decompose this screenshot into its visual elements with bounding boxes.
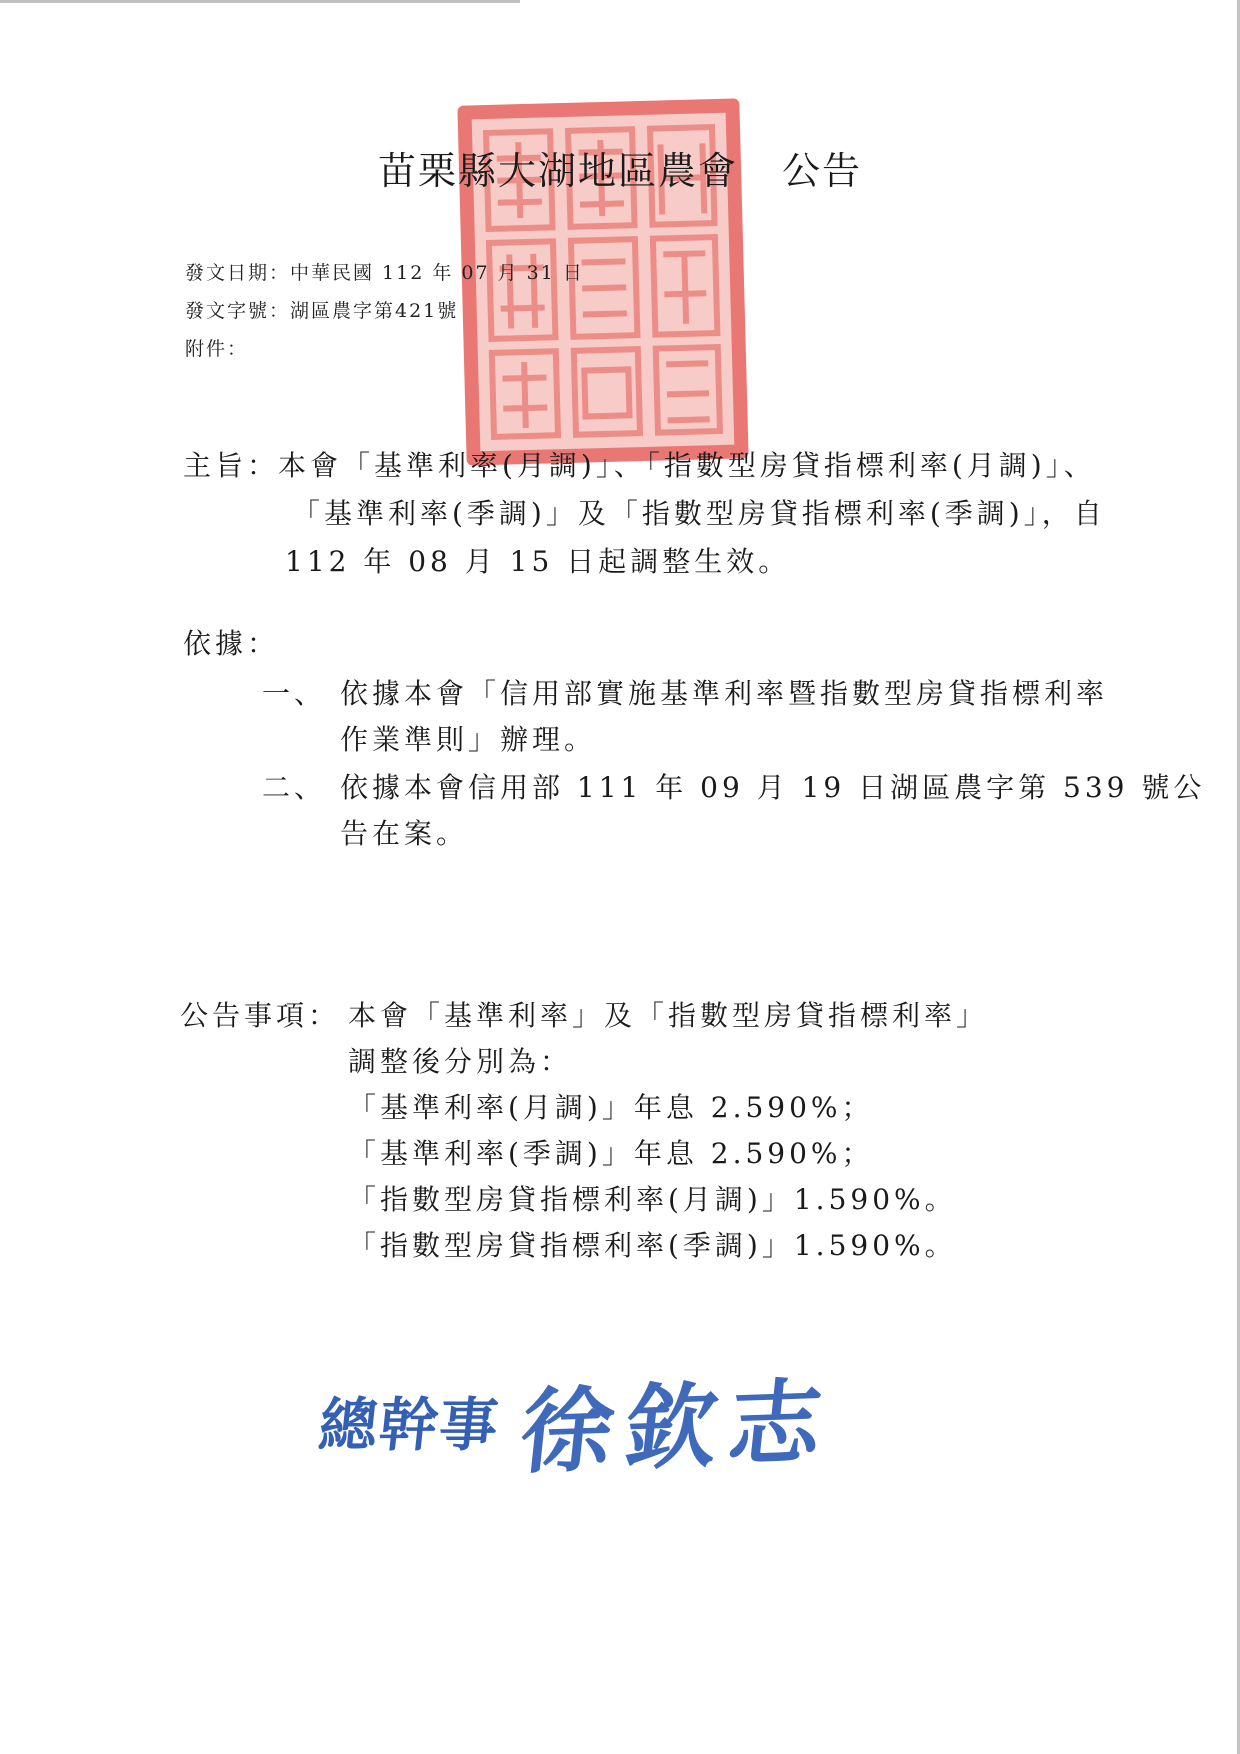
notice-rate-4: 「指數型房貸指標利率(季調)」1.590%。 xyxy=(348,1229,957,1262)
notice-line-1: 本會「基準利率」及「指數型房貸指標利率」 xyxy=(348,999,989,1032)
scan-edge-top xyxy=(0,0,520,3)
notice-rate-1: 「基準利率(月調)」年息 2.590%； xyxy=(348,1091,874,1124)
basis-item-1-line-2: 作業準則」辦理。 xyxy=(340,723,597,756)
notice-rate-3: 「指數型房貸指標利率(月調)」1.590%。 xyxy=(348,1183,957,1216)
notice-line-2: 調整後分別為： xyxy=(348,1045,573,1078)
org-name: 苗栗縣大湖地區農會 xyxy=(377,149,738,193)
subject-line-3: 112 年 08 月 15 日起調整生效。 xyxy=(285,545,791,578)
subject-label: 主旨： xyxy=(183,449,280,482)
attachment-label: 附件： xyxy=(185,338,249,360)
signature-role: 總幹事 xyxy=(315,1391,504,1459)
basis-item-2-num: 二、 xyxy=(262,771,327,804)
issue-number: 發文字號：湖區農字第421號 xyxy=(185,300,459,322)
notice-label: 公告事項： xyxy=(180,999,341,1032)
doc-type: 公告 xyxy=(782,149,863,193)
basis-item-1-line-1: 依據本會「信用部實施基準利率暨指數型房貸指標利率 xyxy=(340,677,1109,710)
signature-stamp xyxy=(315,1350,880,1490)
basis-item-2-line-1: 依據本會信用部 111 年 09 月 19 日湖區農字第 539 號公 xyxy=(340,771,1206,804)
basis-item-2-line-2: 告在案。 xyxy=(340,817,469,850)
document-title xyxy=(0,140,1240,195)
signature-name: 徐欽志 xyxy=(515,1368,839,1487)
issue-date: 發文日期：中華民國 112 年 07 月 31 日 xyxy=(185,262,584,284)
basis-item-1-num: 一、 xyxy=(262,677,327,710)
subject-line-2: 「基準利率(季調)」及「指數型房貸指標利率(季調)」，自 xyxy=(292,497,1106,530)
notice-rate-2: 「基準利率(季調)」年息 2.590%； xyxy=(348,1137,874,1170)
basis-label: 依據： xyxy=(183,627,280,660)
subject-line-1: 本會「基準利率(月調)」、「指數型房貸指標利率(月調)」、 xyxy=(278,449,1096,482)
